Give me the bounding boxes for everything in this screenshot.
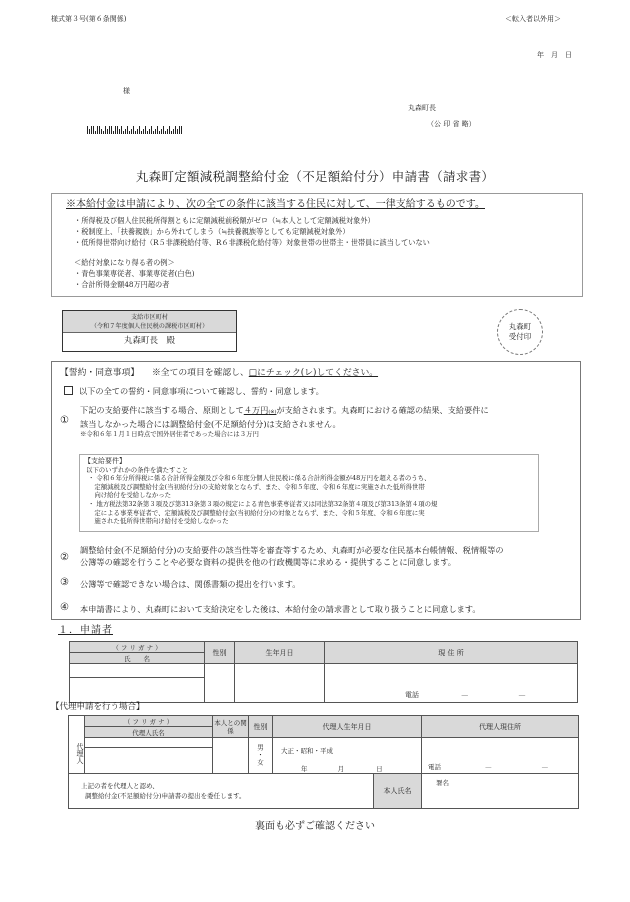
- conditions-heading: ※本給付金は申請により、次の全ての条件に該当する住民に対して、一律支給するものです。: [66, 199, 485, 210]
- item1-number: ①: [60, 415, 69, 426]
- addressee-suffix: 様: [123, 87, 130, 95]
- footer-note: 裏面も必ずご確認ください: [255, 821, 375, 832]
- consent-heading: 【誓約・同意事項】: [60, 368, 140, 378]
- delegation-statement: [69, 774, 374, 809]
- item1-line2: 該当しなかった場合には調整給付金(不足額給付分)は支給されません。: [80, 419, 341, 429]
- consent-section: [51, 361, 581, 620]
- item2-number: ②: [60, 552, 69, 563]
- item1-line1-pre: 下記の支給要件に該当する場合、原則として: [80, 405, 244, 415]
- proxy-side-label-text: 代理人: [76, 743, 84, 764]
- applicant-address-input[interactable]: [325, 664, 578, 703]
- applicant-section-title: １．申請者: [58, 625, 113, 636]
- seal-note: （公 印 省 略）: [427, 120, 476, 128]
- examples-heading: ＜給付対象になり得る者の例＞: [74, 258, 175, 267]
- payer-municipality-box: [62, 310, 237, 352]
- item2-line1: 調整給付金(不足額給付分)の支給要件の該当性等を審査等するため、丸森町が必要な住民基本台帳情報、税情報等の: [80, 545, 504, 555]
- consent-instruction: ※全ての項目を確認し、: [151, 368, 249, 378]
- consent-checkbox-row[interactable]: [64, 385, 324, 397]
- item2-line2: 公簿等の確認を行うことや必要な資料の提供を他の行政機関等に求める・提供することに同意します。: [80, 557, 456, 567]
- payer-label: [63, 311, 236, 333]
- proxy-header-gender: 性別: [249, 716, 273, 738]
- proxy-address-input[interactable]: [422, 738, 579, 774]
- requirement-line: 定額減税及び調整給付金(当初給付分)の支給対象とならず、また、令和５年度、令和６年度に実施された低所得世帯: [88, 482, 425, 491]
- item2-text: [80, 544, 504, 568]
- consent-heading-row: [60, 367, 378, 379]
- requirement-line: 施された低所得世帯向け給付を受給しなかった: [88, 517, 229, 526]
- stamp-line1: 丸森町: [508, 322, 532, 331]
- applicant-table: [69, 641, 578, 703]
- requirements-intro: 以下のいずれかの条件を満たすこと: [86, 465, 189, 474]
- page-title: 丸森町定額減税調整給付金（不足額給付分）申請書（請求書）: [135, 169, 495, 184]
- proxy-name-input[interactable]: [85, 748, 213, 774]
- proxy-header-birthdate: 代理人生年月日: [273, 716, 422, 738]
- month-unit: 月: [337, 765, 345, 773]
- header-gender: 性別: [205, 642, 235, 664]
- gender-options: 男・女: [256, 744, 264, 767]
- proxy-side-label: [69, 716, 85, 774]
- principal-name-label: 本人氏名: [374, 774, 422, 809]
- phone-separator: —: [461, 691, 469, 699]
- signature-input[interactable]: [422, 774, 579, 809]
- eligibility-conditions-box: [51, 193, 583, 297]
- examples-list: [74, 257, 195, 290]
- proxy-header-relation: 本人との関係: [213, 716, 249, 738]
- postal-barcode: [87, 126, 182, 134]
- date-field: 年 月 日: [537, 51, 572, 59]
- item1-note: ※令和６年１月１日時点で国外居住者であった場合には３万円: [80, 430, 259, 438]
- consent-instruction-underlined: □にチェック(レ)してください。: [248, 368, 379, 378]
- applicant-gender-input[interactable]: [205, 664, 235, 703]
- phone-separator: —: [541, 763, 549, 771]
- condition-item: ・税制度上、「扶養親族」から外れてしまう（≒扶養親族等としても定額減税対象外）: [74, 227, 350, 236]
- example-item: ・青色事業専従者、事業専従者(白色): [74, 269, 195, 278]
- condition-item: ・所得税及び個人住民税所得割ともに定額減税前税額がゼロ（≒本人として定額減税対象外）: [74, 216, 375, 225]
- header-birthdate: 生年月日: [235, 642, 325, 664]
- requirement-line: 向け給付を受給しなかった: [88, 491, 172, 500]
- phone-separator: —: [485, 763, 492, 771]
- payer-value: 丸森町長 殿: [123, 336, 175, 346]
- applicant-birthdate-input[interactable]: [235, 664, 325, 703]
- requirement-line: ・ 地方税法第32条第３項及び第313条第３項の規定による青色事業専従者又は同法第32条第４項及び第313条第４項の規: [88, 499, 438, 508]
- item1-amount: ４万円: [243, 405, 269, 415]
- item1-text: [80, 404, 489, 439]
- item4-text: 本申請書により、丸森町において支給決定をした後は、本給付金の請求書として取り扱うことに同意します。: [80, 604, 481, 614]
- phone-separator: —: [518, 691, 526, 699]
- item1-line1-post: が支給されます。丸森町における確認の結果、支給要件に: [276, 405, 489, 415]
- requirements-list: [84, 474, 534, 526]
- payment-requirements-box: [79, 454, 539, 532]
- proxy-header-address: 代理人現住所: [422, 716, 579, 738]
- header-address: 現 住 所: [325, 642, 578, 664]
- conditions-list: [74, 215, 430, 248]
- reception-stamp-area: [497, 309, 543, 355]
- proxy-furigana-input[interactable]: [85, 738, 213, 748]
- proxy-table: [68, 715, 579, 809]
- item1-amount-note: (※): [268, 409, 277, 415]
- applicant-furigana-input[interactable]: [70, 664, 205, 677]
- proxy-gender-select[interactable]: [249, 738, 273, 774]
- proxy-section-title: 【代理申請を行う場合】: [51, 702, 145, 712]
- payer-label-line1: 支給市区町村: [130, 314, 169, 321]
- consent-checkbox-label: 以下の全ての誓約・同意事項について確認し、誓約・同意します。: [79, 386, 324, 396]
- payer-label-line2: （令和７年度個人住民税の課税市区町村）: [90, 323, 209, 330]
- proxy-header-furigana: （ フ リ ガ ナ ）: [85, 716, 213, 727]
- issuer-name: 丸森町長: [408, 104, 436, 112]
- phone-label: 電話: [405, 691, 419, 699]
- item3-number: ③: [60, 577, 69, 588]
- year-unit: 年: [301, 765, 308, 773]
- form-type-label: ＜転入者以外用＞: [505, 15, 561, 23]
- requirements-heading: 【支給要件】: [84, 457, 126, 465]
- signature-label: 署名: [436, 779, 449, 787]
- requirement-line: ・ 令和６年分所得税に係る合計所得金額及び令和６年度分個人住民税に係る合計所得金額が48万円を超える者のうち、: [88, 474, 431, 483]
- proxy-phone-label: 電話: [428, 763, 441, 771]
- example-item: ・合計所得金額48万円超の者: [74, 280, 170, 289]
- condition-item: ・低所得世帯向け給付（R５非課税給付等、R６非課税化給付等）対象世帯の世帯主・世帯員に該当していない: [74, 238, 430, 247]
- item4-number: ④: [60, 602, 69, 613]
- proxy-birthdate-input[interactable]: [273, 738, 422, 774]
- proxy-relation-input[interactable]: [213, 738, 249, 774]
- delegation-line1: 上記の者を代理人と認め、: [81, 782, 159, 790]
- day-unit: 日: [376, 765, 383, 773]
- requirement-line: 定による事業専従者で、定額減税及び調整給付金(当初給付分)の対象とならず、また、令和５年度、令和６年度に実: [88, 508, 425, 517]
- consent-checkbox[interactable]: [64, 386, 73, 395]
- item3-text: 公簿等で確認できない場合は、関係書類の提出を行います。: [80, 579, 301, 589]
- stamp-line2: 受付印: [508, 332, 532, 341]
- form-number: 様式第３号(第６条関係): [51, 15, 127, 23]
- header-name: 氏 名: [70, 653, 205, 664]
- applicant-name-input[interactable]: [70, 677, 205, 702]
- era-options: 大正・昭和・平成: [281, 747, 333, 755]
- delegation-line2: 調整給付金(不足額給付分)申請書の提出を委任します。: [85, 792, 246, 800]
- proxy-header-name: 代理人氏名: [85, 727, 213, 738]
- header-furigana: （ フ リ ガ ナ ）: [70, 642, 205, 653]
